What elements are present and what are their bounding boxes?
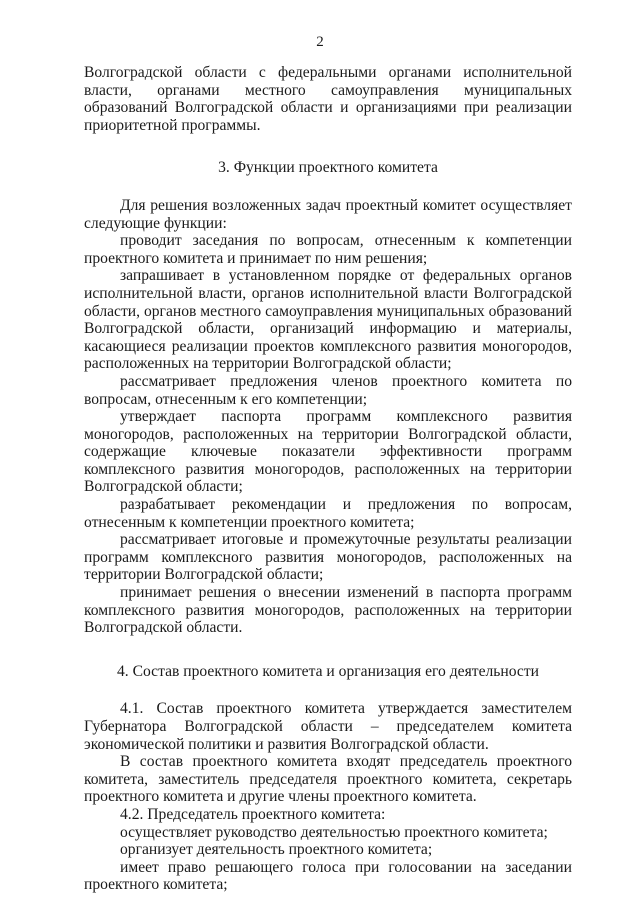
function-item: рассматривает итоговые и промежуточные результаты реализации программ комплексного развития моногородов, расположенных на территории Волгоградской области; (84, 531, 572, 584)
function-item: рассматривает предложения членов проектного комитета по вопросам, отнесенным к его компетенции; (84, 372, 572, 408)
section-3-lead: Для решения возложенных задач проектный комитет осуществляет следующие функции: (84, 196, 572, 232)
section-4-paragraph: В состав проектного комитета входят председатель проектного комитета, заместитель председателя проектного комитета, секретарь проектного комитета и другие члены проектного комитета. (84, 753, 572, 806)
section-4-paragraph: 4.1. Состав проектного комитета утверждается заместителем Губернатора Волгоградской области – председателем комитета экономической политики и развития Волгоградской области. (84, 700, 572, 753)
section-4-paragraph: 4.2. Председатель проектного комитета: (120, 805, 386, 823)
function-item: проводит заседания по вопросам, отнесенным к компетенции проектного комитета и принимает по ним решения; (84, 232, 572, 267)
function-item: принимает решения о внесении изменений в паспорта программ комплексного развития моногородов, расположенных на территории Волгоградской области. (84, 584, 572, 637)
chairman-duty-item: имеет право решающего голоса при голосовании на заседании проектного комитета; (84, 858, 572, 894)
function-item: утверждает паспорта программ комплексного развития моногородов, расположенных на территории Волгоградской области, содержащие ключевые показатели эффективности программ комплексного развития моногородов, расположенных на территории Волгоградской области; (84, 408, 572, 496)
function-item: разрабатывает рекомендации и предложения по вопросам, отнесенным к компетенции проектного комитета; (84, 496, 572, 531)
document-body (84, 64, 572, 894)
page-number: 2 (316, 34, 324, 50)
chairman-duty-item: осуществляет руководство деятельностью проектного комитета; (120, 823, 548, 841)
function-item: запрашивает в установленном порядке от федеральных органов исполнительной власти, органов исполнительной власти Волгоградской области, органов местного самоуправления муниципальных образований Волгоградской области, организаций информацию и материалы, касающиеся реализации проектов комплексного развития моногородов, расположенных на территории Волгоградской области; (84, 267, 572, 373)
section-3-heading: 3. Функции проектного комитета (218, 159, 438, 177)
chairman-duty-item: организует деятельность проектного комитета; (120, 841, 433, 859)
section-4-heading: 4. Состав проектного комитета и организация его деятельности (116, 662, 539, 680)
intro-paragraph: Волгоградской области с федеральными органами исполнительной власти, органами местного самоуправления муниципальных образований Волгоградской области и организациями при реализации приоритетной программы. (84, 64, 572, 134)
